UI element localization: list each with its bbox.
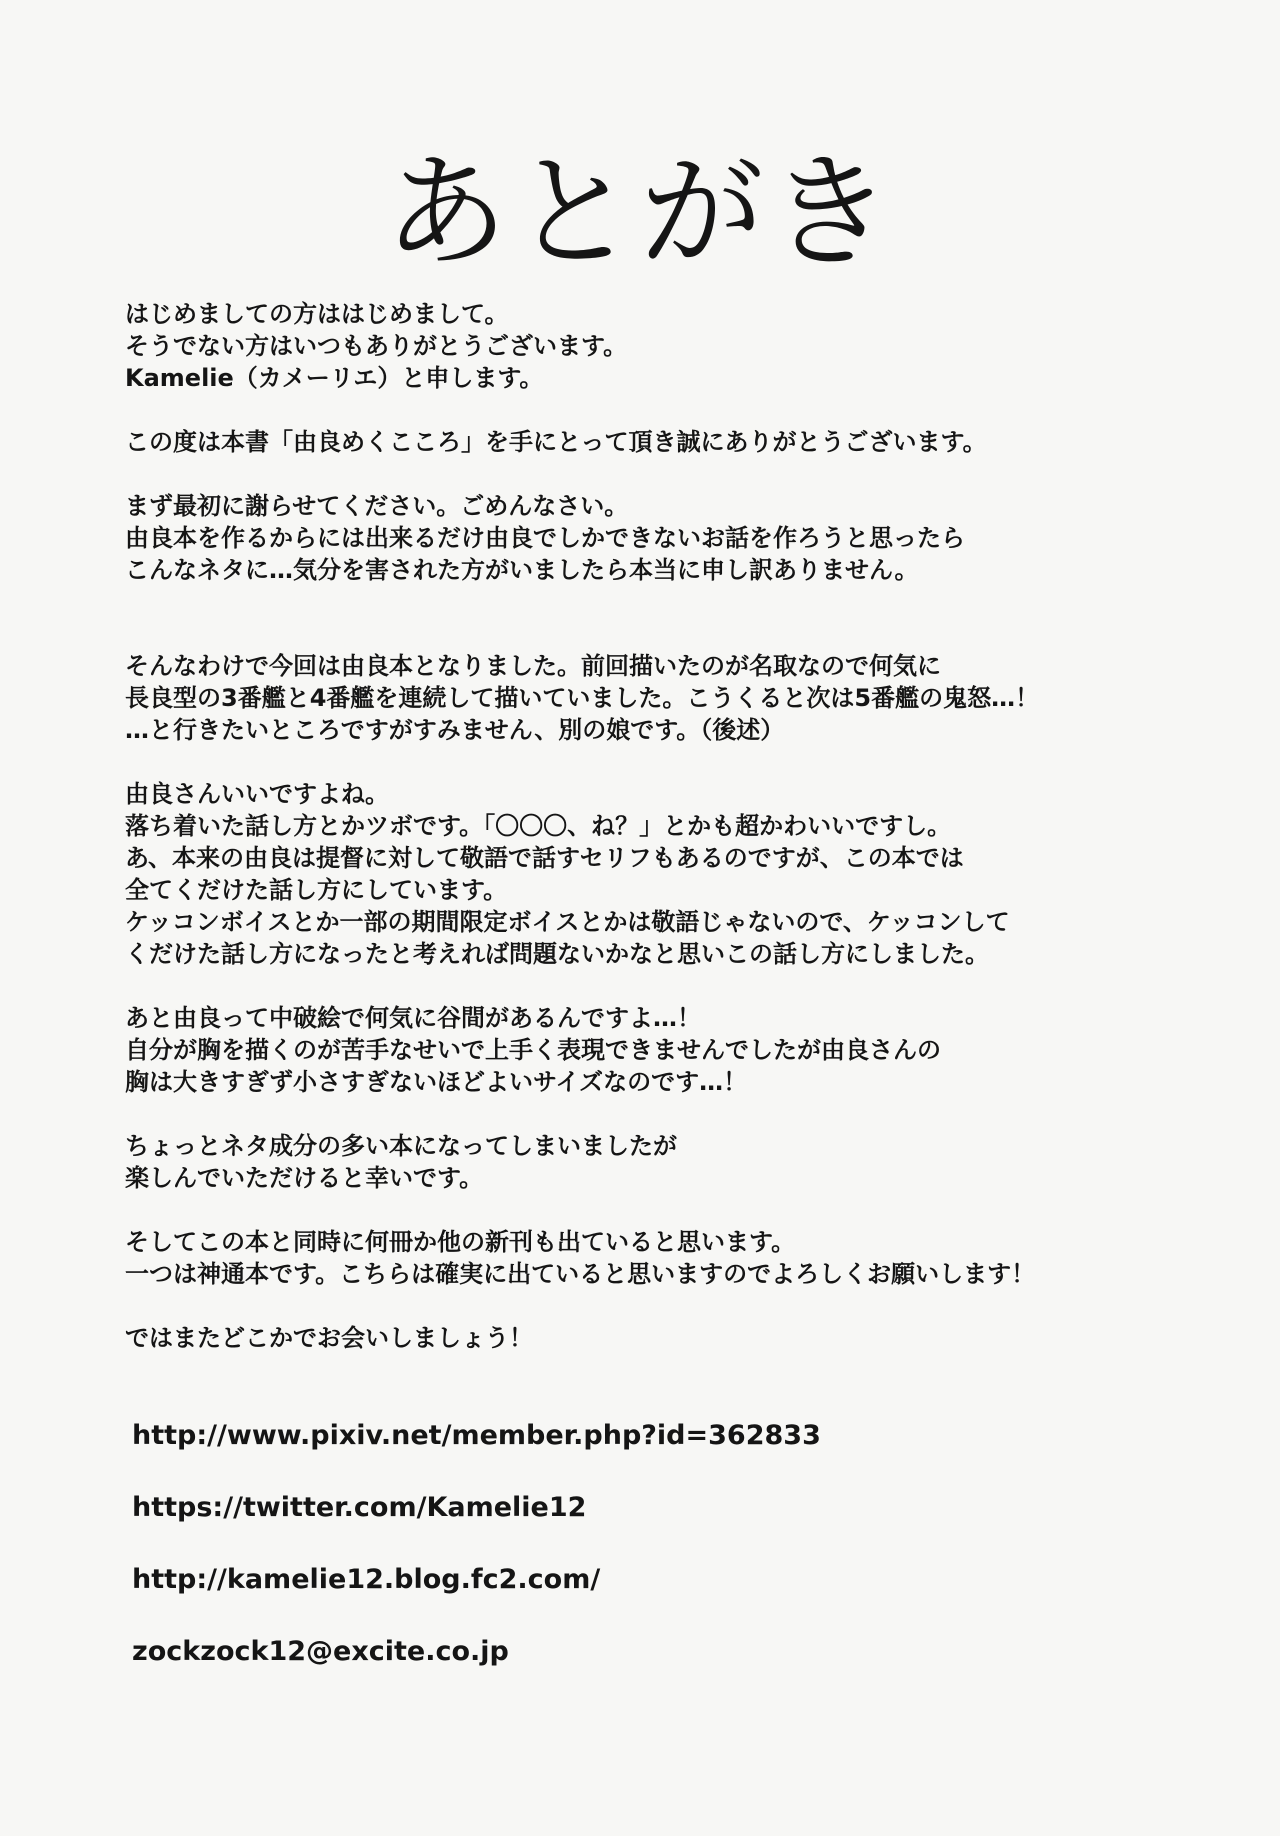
paragraph-other-books [125, 1226, 1165, 1290]
text-line: 由良さんいいですよね。 [125, 780, 389, 808]
text-line: こんなネタに…気分を害された方がいましたら本当に申し訳ありません。 [125, 556, 919, 584]
text-line: 長良型の3番艦と4番艦を連続して描いていました。こうくると次は5番艦の鬼怒…！ [125, 684, 1040, 712]
text-line: 全てくだけた話し方にしています。 [125, 876, 508, 904]
text-line: くだけた話し方になったと考えれば問題ないかなと思いこの話し方にしました。 [125, 940, 989, 968]
paragraph-character [125, 778, 1165, 970]
text-line: 一つは神通本です。こちらは確実に出ていると思いますのでよろしくお願いします！ [125, 1260, 1036, 1288]
paragraph-background [125, 650, 1165, 746]
contact-links [132, 1418, 1032, 1706]
text-line: …と行きたいところですがすみません、別の娘です。（後述） [125, 716, 785, 744]
text-line: 自分が胸を描くのが苦手なせいで上手く表現できませんでしたが由良さんの [125, 1036, 941, 1064]
text-line: 胸は大きすぎず小さすぎないほどよいサイズなのです…！ [125, 1068, 748, 1096]
text-line: 落ち着いた話し方とかツボです。「〇〇〇、ね？」とかも超かわいいですし。 [125, 812, 952, 840]
paragraph-thanks [125, 426, 1165, 458]
text-line: あ、本来の由良は提督に対して敬語で話すセリフもあるのですが、この本では [125, 844, 964, 872]
twitter-link[interactable]: https://twitter.com/Kamelie12 [132, 1492, 587, 1523]
text-line: 由良本を作るからには出来るだけ由良でしかできないお話を作ろうと思ったら [125, 524, 965, 552]
text-line: 楽しんでいただけると幸いです。 [125, 1164, 484, 1192]
afterword-body [125, 298, 1165, 1386]
pixiv-link[interactable]: http://www.pixiv.net/member.php?id=362833 [132, 1420, 821, 1451]
text-line: あと由良って中破絵で何気に谷間があるんですよ…！ [125, 1004, 701, 1032]
blog-link[interactable]: http://kamelie12.blog.fc2.com/ [132, 1564, 601, 1595]
text-line: そしてこの本と同時に何冊か他の新刊も出ていると思います。 [125, 1228, 796, 1256]
text-line: この度は本書「由良めくこころ」を手にとって頂き誠にありがとうございます。 [125, 428, 987, 456]
text-line: ではまたどこかでお会いしましょう！ [125, 1324, 533, 1352]
text-line: ケッコンボイスとか一部の期間限定ボイスとかは敬語じゃないので、ケッコンして [125, 908, 1010, 936]
page-title: あとがき [383, 141, 896, 285]
email-address[interactable]: zockzock12@excite.co.jp [132, 1636, 509, 1667]
text-line: ちょっとネタ成分の多い本になってしまいましたが [125, 1132, 677, 1160]
text-line: そんなわけで今回は由良本となりました。前回描いたのが名取なので何気に [125, 652, 941, 680]
paragraph-greeting [125, 298, 1165, 394]
paragraph-artwork [125, 1002, 1165, 1098]
text-line: そうでない方はいつもありがとうございます。 [125, 332, 628, 360]
paragraph-enjoy [125, 1130, 1165, 1194]
text-line: まず最初に謝らせてください。ごめんなさい。 [125, 492, 629, 520]
text-line: はじめましての方ははじめまして。 [125, 300, 509, 328]
text-line: Kamelie（カメーリエ）と申します。 [125, 364, 544, 392]
paragraph-apology [125, 490, 1165, 586]
paragraph-farewell [125, 1322, 1165, 1354]
